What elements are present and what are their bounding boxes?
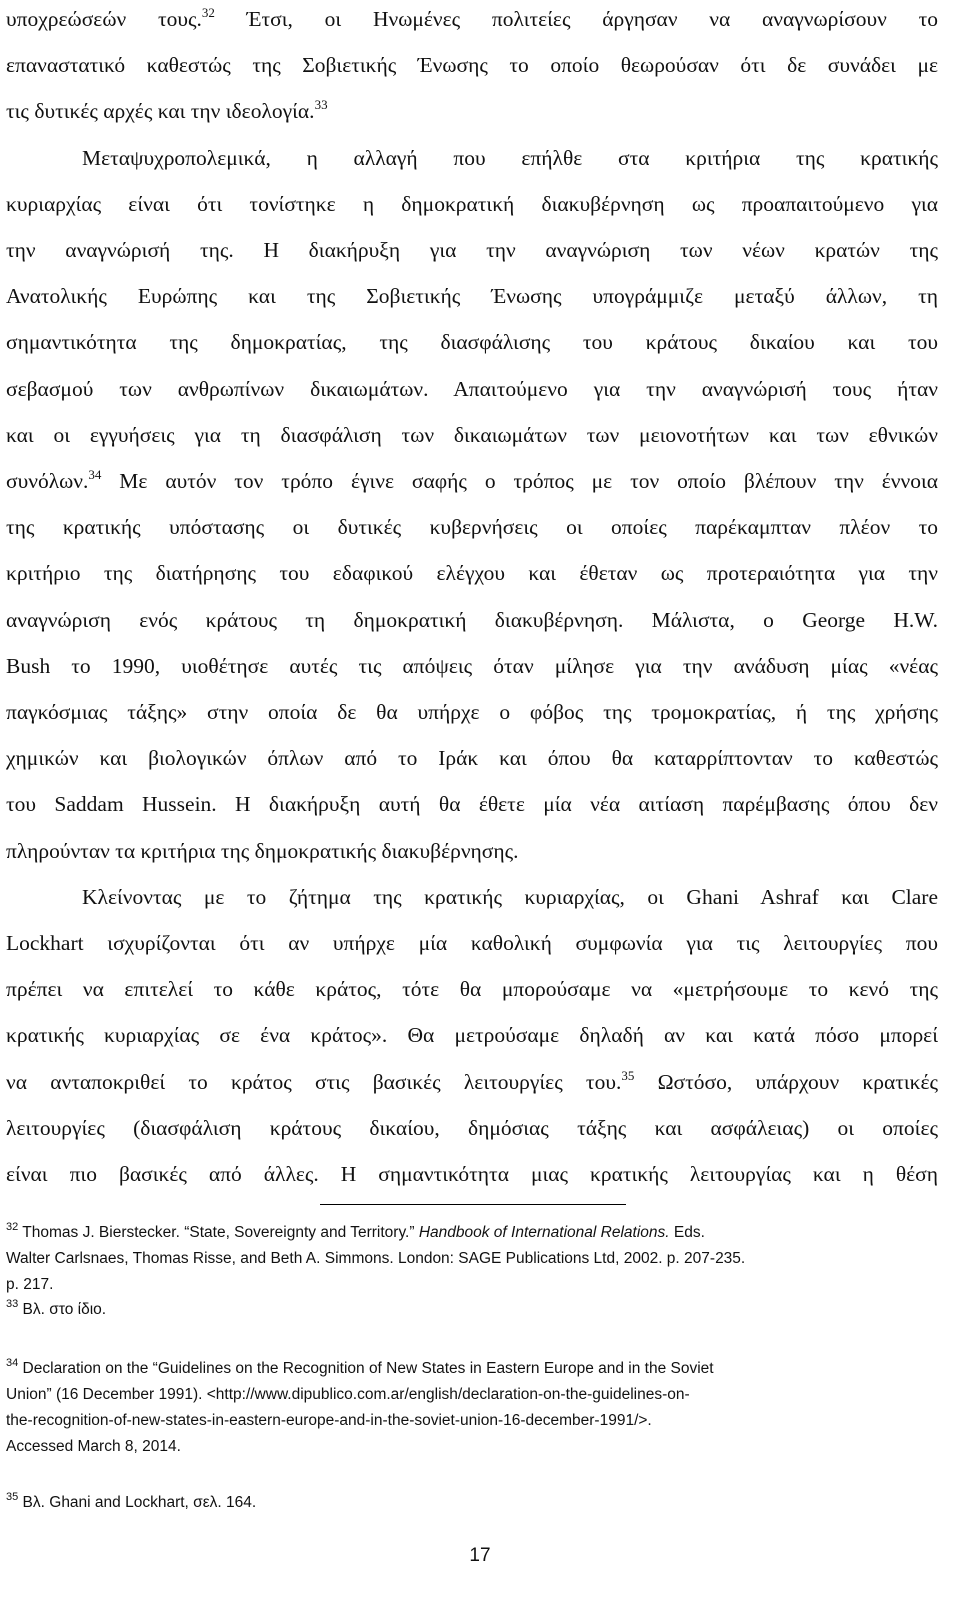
footnote-number: 34 bbox=[6, 1357, 19, 1369]
text-run: συνόλων. bbox=[6, 469, 89, 493]
text-run: επαναστατικό καθεστώς της Σοβιετικής Ένωσης το οποίο θεωρούσαν ότι δε συνάδει με bbox=[6, 53, 938, 78]
footnote-line bbox=[6, 1408, 938, 1434]
text-run: Ανατολικής Ευρώπης και της Σοβιετικής Ένωσης υπογράμμιζε μεταξύ άλλων, τη bbox=[6, 284, 938, 309]
body-line bbox=[6, 549, 938, 597]
body-line bbox=[6, 642, 938, 690]
text-run: κρατικής κυριαρχίας σε ένα κράτος». Θα μετρούσαμε δηλαδή αν και κατά πόσο μπορεί bbox=[6, 1023, 938, 1048]
footnote-34 bbox=[6, 1356, 938, 1460]
text-run: παγκόσμιας τάξης» στην οποία δε θα υπήρχε ο φόβος της τρομοκρατίας, ή της χρήσης bbox=[6, 700, 938, 724]
italic-title: Handbook of International Relations. bbox=[418, 1224, 670, 1241]
body-line bbox=[6, 780, 938, 828]
text-run: Union” (16 December 1991). <http://www.dipublico.com.ar/english/declaration-on-the-guidelines-on- bbox=[6, 1386, 690, 1403]
body-line bbox=[6, 87, 938, 135]
text-run: Eds. bbox=[669, 1224, 705, 1241]
body-line bbox=[6, 134, 938, 182]
footnote-line bbox=[6, 1246, 938, 1272]
footnote-line bbox=[6, 1382, 938, 1408]
text-run: να ανταποκριθεί το κράτος στις βασικές λειτουργίες του. bbox=[6, 1069, 622, 1094]
text-run: αναγνώριση ενός κράτους τη δημοκρατική διακυβέρνηση. Μάλιστα, ο George H.W. bbox=[6, 607, 938, 632]
page-number: 17 bbox=[469, 1545, 491, 1566]
body-line bbox=[6, 503, 938, 551]
body-line bbox=[6, 873, 938, 921]
footnote-number: 33 bbox=[6, 1298, 19, 1310]
text-run: Thomas J. Bierstecker. “State, Sovereignty and Territory.” bbox=[18, 1224, 419, 1241]
text-run: p. 217. bbox=[6, 1276, 54, 1293]
text-run: the-recognition-of-new-states-in-eastern-europe-and-in-the-soviet-union-16-december-1991/>. bbox=[6, 1412, 652, 1429]
body-line bbox=[6, 1058, 938, 1106]
body-line bbox=[6, 411, 938, 459]
body-line bbox=[6, 1150, 938, 1198]
text-run: Lockhart ισχυρίζονται ότι αν υπήρχε μία καθολική συμφωνία για τις λειτουργίες που bbox=[6, 931, 938, 955]
body-line bbox=[6, 365, 938, 413]
text-run: είναι πιο βασικές από άλλες. Η σημαντικότητα μιας κρατικής λειτουργίας και η θέση bbox=[6, 1162, 938, 1186]
body-line bbox=[6, 318, 938, 366]
body-line bbox=[6, 596, 938, 644]
text-run: Ωστόσο, υπάρχουν κρατικές bbox=[634, 1069, 939, 1094]
footnote-line bbox=[6, 1434, 938, 1460]
text-run: Κλείνοντας με το ζήτημα της κρατικής κυριαρχίας, οι Ghani Ashraf και Clare bbox=[82, 884, 938, 909]
text-run: Walter Carlsnaes, Thomas Risse, and Beth A. Simmons. London: SAGE Publications Ltd, 2002. p. 207-235. bbox=[6, 1250, 746, 1267]
text-run: σημαντικότητα της δημοκρατίας, της διασφάλισης του κράτους δικαίου και του bbox=[6, 330, 938, 355]
text-run: σεβασμού των ανθρωπίνων δικαιωμάτων. Απαιτούμενο για την αναγνώρισή τους ήταν bbox=[6, 376, 938, 401]
body-line bbox=[6, 965, 938, 1013]
body-line bbox=[6, 827, 938, 875]
text-run: υποχρεώσεών τους. bbox=[6, 7, 202, 31]
footnote-line bbox=[6, 1356, 938, 1382]
text-run: Accessed March 8, 2014. bbox=[6, 1438, 181, 1455]
footnote-reference[interactable]: 34 bbox=[88, 467, 102, 482]
footnote-reference[interactable]: 32 bbox=[201, 5, 215, 20]
footnote-reference[interactable]: 33 bbox=[314, 97, 328, 113]
body-line bbox=[6, 0, 938, 43]
text-run: Μεταψυχροπολεμικά, η αλλαγή που επήλθε στα κριτήρια της κρατικής bbox=[82, 145, 938, 170]
text-run: χημικών και βιολογικών όπλων από το Ιράκ και όπου θα καταρρίπτονταν το καθεστώς bbox=[6, 746, 938, 771]
body-line bbox=[6, 41, 938, 89]
footnote-line bbox=[6, 1490, 938, 1516]
text-run: και οι εγγυήσεις για τη διασφάλιση των δικαιωμάτων των μειονοτήτων και των εθνικών bbox=[6, 422, 938, 447]
text-run: του Saddam Hussein. Η διακήρυξη αυτή θα έθετε μία νέα αιτίαση παρέμβασης όπου δεν bbox=[6, 792, 938, 817]
body-line bbox=[6, 226, 938, 274]
body-line bbox=[6, 919, 938, 967]
body-line bbox=[6, 457, 938, 505]
body-line bbox=[6, 180, 938, 228]
footnote-reference[interactable]: 35 bbox=[621, 1067, 635, 1083]
body-line bbox=[6, 1011, 938, 1059]
body-line bbox=[6, 734, 938, 782]
text-run: πρέπει να επιτελεί το κάθε κράτος, τότε θα μπορούσαμε να «μετρήσουμε το κενό της bbox=[6, 977, 938, 1002]
footnote-line bbox=[6, 1272, 938, 1298]
footnote-32 bbox=[6, 1220, 938, 1298]
footnote-number: 32 bbox=[6, 1221, 19, 1233]
body-line bbox=[6, 1104, 938, 1152]
footnote-separator bbox=[320, 1204, 626, 1205]
text-run: κριτήριο της διατήρησης του εδαφικού ελέγχου και έθεταν ως προτεραιότητα για την bbox=[6, 561, 938, 586]
text-run: Με αυτόν τον τρόπο έγινε σαφής ο τρόπος με τον οποίο βλέπουν την έννοια bbox=[101, 469, 938, 493]
text-run: κυριαρχίας είναι ότι τονίστηκε η δημοκρατική διακυβέρνηση ως προαπαιτούμενο για bbox=[6, 191, 938, 216]
text-run: της κρατικής υπόστασης οι δυτικές κυβερνήσεις οι οποίες παρέκαμπταν πλέον το bbox=[6, 515, 938, 540]
text-run: Έτσι, οι Ηνωμένες πολιτείες άργησαν να αναγνωρίσουν το bbox=[214, 7, 938, 31]
text-run: λειτουργίες (διασφάλιση κράτους δικαίου, δημόσιας τάξης και ασφάλειας) οι οποίες bbox=[6, 1115, 938, 1140]
footnote-35 bbox=[6, 1490, 938, 1516]
text-run: Βλ. στο ίδιο. bbox=[18, 1301, 107, 1318]
footnote-line bbox=[6, 1220, 938, 1246]
footnote-line bbox=[6, 1297, 938, 1323]
footnote-33 bbox=[6, 1297, 938, 1323]
body-line bbox=[6, 272, 938, 320]
text-run: πληρούνταν τα κριτήρια της δημοκρατικής διακυβέρνησης. bbox=[6, 838, 519, 863]
text-run: Bush το 1990, υιοθέτησε αυτές τις απόψεις όταν μίλησε για την ανάδυση μίας «νέας bbox=[6, 653, 938, 678]
text-run: Βλ. Ghani and Lockhart, σελ. 164. bbox=[18, 1494, 257, 1511]
text-run: την αναγνώρισή της. Η διακήρυξη για την αναγνώριση των νέων κρατών της bbox=[6, 238, 938, 262]
text-run: Declaration on the “Guidelines on the Recognition of New States in Eastern Europe and in the Soviet bbox=[18, 1360, 714, 1377]
footnote-number: 35 bbox=[6, 1491, 19, 1503]
text-run: τις δυτικές αρχές και την ιδεολογία. bbox=[6, 99, 315, 124]
body-line bbox=[6, 688, 938, 736]
